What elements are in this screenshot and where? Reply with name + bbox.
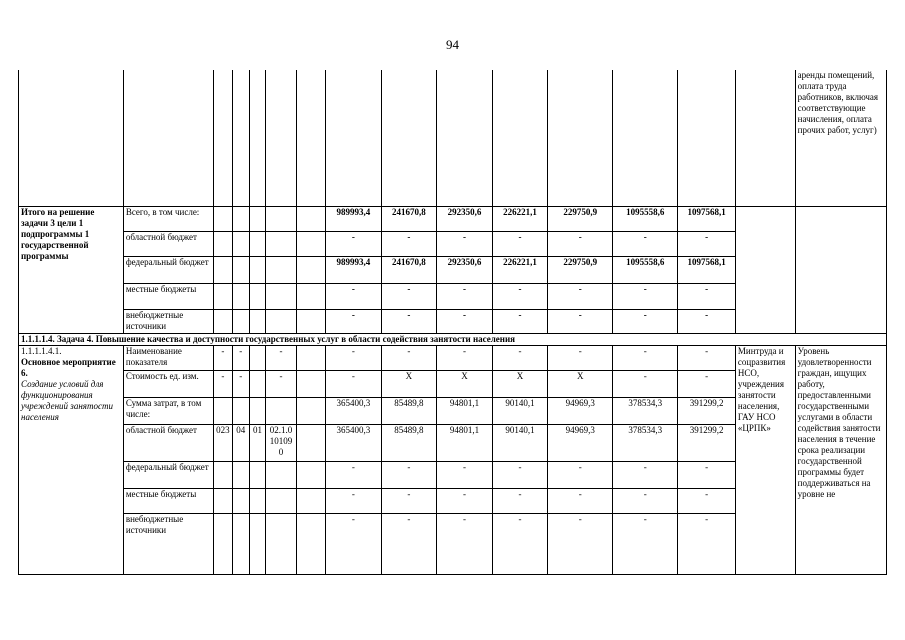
activity-code: 1.1.1.1.4.1. [21, 346, 62, 356]
empty-cell [249, 70, 266, 207]
value-cell: - [381, 489, 437, 514]
value-cell: 378534,3 [613, 398, 678, 425]
value-cell: - [492, 232, 548, 257]
code-cell [296, 310, 325, 334]
code-csr: - [266, 371, 296, 398]
code-cell [232, 257, 249, 284]
value-cell: - [326, 489, 382, 514]
value-cell: - [678, 514, 736, 575]
row-label: Сумма затрат, в том числе: [123, 398, 213, 425]
code-cell [266, 284, 296, 310]
value-cell: 989993,4 [326, 257, 382, 284]
value-cell: - [492, 310, 548, 334]
value-cell: - [437, 346, 493, 371]
value-cell: 1095558,6 [613, 207, 678, 232]
value-cell: 90140,1 [492, 398, 548, 425]
empty-cell [735, 70, 795, 207]
value-cell: - [381, 310, 437, 334]
code-rz [232, 462, 249, 489]
activity-title-cell [19, 346, 124, 575]
value-cell: - [326, 371, 382, 398]
value-cell: - [548, 462, 613, 489]
total-row [19, 207, 887, 232]
row-label: федеральный бюджет [123, 462, 213, 489]
value-cell: 1097568,1 [678, 207, 736, 232]
empty-cell [381, 70, 437, 207]
value-cell: - [613, 514, 678, 575]
code-cell [232, 232, 249, 257]
row-label: Всего, в том числе: [123, 207, 213, 232]
code-rz [232, 514, 249, 575]
value-cell: - [381, 284, 437, 310]
empty-cell [548, 70, 613, 207]
code-cell [249, 232, 266, 257]
value-cell: - [678, 284, 736, 310]
code-pr [249, 489, 266, 514]
value-cell: - [437, 310, 493, 334]
empty-cell [613, 70, 678, 207]
value-cell: - [613, 346, 678, 371]
code-pr [249, 371, 266, 398]
value-cell: - [613, 310, 678, 334]
code-cell [266, 257, 296, 284]
code-grbs [213, 462, 232, 489]
code-cell [213, 257, 232, 284]
result-cell [795, 207, 886, 334]
code-vr [296, 371, 325, 398]
code-cell [296, 284, 325, 310]
value-cell: - [548, 232, 613, 257]
code-cell [249, 310, 266, 334]
continuation-row [19, 70, 887, 207]
code-pr [249, 346, 266, 371]
value-cell: 292350,6 [437, 257, 493, 284]
code-grbs [213, 514, 232, 575]
activity-title: Основное мероприятие 6. [21, 357, 116, 378]
value-cell: - [326, 514, 382, 575]
code-grbs [213, 398, 232, 425]
value-cell: 94801,1 [437, 425, 493, 462]
value-cell: - [492, 346, 548, 371]
value-cell: 241670,8 [381, 207, 437, 232]
code-cell [296, 257, 325, 284]
empty-cell [266, 70, 296, 207]
row-label: Наименование показателя [123, 346, 213, 371]
value-cell: - [381, 462, 437, 489]
value-cell: 85489,8 [381, 398, 437, 425]
task-header: 1.1.1.1.4. Задача 4. Повышение качества и доступности государственных услуг в области содействия занятости населения [19, 334, 887, 346]
code-vr [296, 398, 325, 425]
value-cell: - [613, 232, 678, 257]
value-cell: - [613, 371, 678, 398]
value-cell: 85489,8 [381, 425, 437, 462]
code-cell [232, 284, 249, 310]
value-cell: - [437, 284, 493, 310]
executor-cell [735, 207, 795, 334]
empty-cell [123, 70, 213, 207]
code-pr [249, 398, 266, 425]
value-cell: - [678, 346, 736, 371]
code-vr [296, 462, 325, 489]
value-cell: 226221,1 [492, 257, 548, 284]
value-cell: - [548, 284, 613, 310]
value-cell: - [437, 489, 493, 514]
value-cell: - [492, 489, 548, 514]
code-grbs [213, 489, 232, 514]
row-label: федеральный бюджет [123, 257, 213, 284]
code-pr: 01 [249, 425, 266, 462]
value-cell: 1097568,1 [678, 257, 736, 284]
code-cell [266, 232, 296, 257]
value-cell: 94969,3 [548, 398, 613, 425]
empty-cell [19, 70, 124, 207]
empty-cell [232, 70, 249, 207]
empty-cell [213, 70, 232, 207]
code-grbs: 023 [213, 425, 232, 462]
empty-cell [296, 70, 325, 207]
code-pr [249, 514, 266, 575]
value-cell: - [678, 371, 736, 398]
code-vr [296, 489, 325, 514]
value-cell: 229750,9 [548, 207, 613, 232]
code-csr [266, 462, 296, 489]
value-cell: - [613, 462, 678, 489]
value-cell: - [381, 232, 437, 257]
value-cell: 378534,3 [613, 425, 678, 462]
code-rz: - [232, 346, 249, 371]
note-cell: аренды помещений, оплата труда работников, включая соответствующие начисления, оплата прочих работ, услуг) [795, 70, 886, 207]
value-cell: - [613, 284, 678, 310]
value-cell: 241670,8 [381, 257, 437, 284]
value-cell: - [678, 232, 736, 257]
value-cell: - [326, 284, 382, 310]
value-cell: 292350,6 [437, 207, 493, 232]
code-cell [249, 207, 266, 232]
code-cell [296, 232, 325, 257]
value-cell: - [548, 514, 613, 575]
code-cell [296, 207, 325, 232]
value-cell: - [548, 489, 613, 514]
code-cell [213, 232, 232, 257]
code-csr [266, 514, 296, 575]
value-cell: 391299,2 [678, 425, 736, 462]
task-header-row [19, 334, 887, 346]
value-cell: - [437, 232, 493, 257]
value-cell: 1095558,6 [613, 257, 678, 284]
row-label: областной бюджет [123, 425, 213, 462]
code-cell [249, 284, 266, 310]
value-cell: 365400,3 [326, 425, 382, 462]
executor-cell: Минтруда и соцразвития НСО, учреждения занятости населения, ГАУ НСО «ЦРПК» [735, 346, 795, 575]
value-cell: - [613, 489, 678, 514]
empty-cell [437, 70, 493, 207]
program-table [18, 70, 887, 575]
value-cell: 989993,4 [326, 207, 382, 232]
row-label: местные бюджеты [123, 284, 213, 310]
value-cell: 365400,3 [326, 398, 382, 425]
value-cell: - [678, 489, 736, 514]
value-cell: - [492, 284, 548, 310]
code-vr [296, 346, 325, 371]
empty-cell [492, 70, 548, 207]
code-cell [266, 310, 296, 334]
result-cell: Уровень удовлетворенности граждан, ищущих работу, предоставленными государственными услугами в области содействия занятости населения в течение срока реализации государственной программы будет поддерживаться на уровне не [795, 346, 886, 575]
code-rz [232, 398, 249, 425]
code-rz: - [232, 371, 249, 398]
code-grbs: - [213, 371, 232, 398]
code-rz: 04 [232, 425, 249, 462]
total-title: Итого на решение задачи 3 цели 1 подпрограммы 1 государственной программы [19, 207, 124, 334]
value-cell: 226221,1 [492, 207, 548, 232]
code-csr [266, 398, 296, 425]
row-label: внебюджетные источники [123, 514, 213, 575]
value-cell: X [548, 371, 613, 398]
code-csr [266, 489, 296, 514]
value-cell: - [678, 462, 736, 489]
value-cell: 90140,1 [492, 425, 548, 462]
row-label: местные бюджеты [123, 489, 213, 514]
value-cell: X [492, 371, 548, 398]
activity-row [19, 346, 887, 371]
code-cell [232, 207, 249, 232]
code-pr [249, 462, 266, 489]
value-cell: - [326, 346, 382, 371]
value-cell: 229750,9 [548, 257, 613, 284]
value-cell: - [548, 346, 613, 371]
row-label: областной бюджет [123, 232, 213, 257]
value-cell: 94801,1 [437, 398, 493, 425]
code-cell [213, 207, 232, 232]
value-cell: - [381, 514, 437, 575]
code-vr [296, 425, 325, 462]
value-cell: - [437, 462, 493, 489]
code-csr: - [266, 346, 296, 371]
code-csr: 02.1.0101090 [266, 425, 296, 462]
value-cell: - [492, 514, 548, 575]
value-cell: X [381, 371, 437, 398]
value-cell: - [548, 310, 613, 334]
value-cell: - [437, 514, 493, 575]
value-cell: - [326, 232, 382, 257]
empty-cell [326, 70, 382, 207]
value-cell: - [326, 310, 382, 334]
row-label: Стоимость ед. изм. [123, 371, 213, 398]
value-cell: - [326, 462, 382, 489]
row-label: внебюджетные источники [123, 310, 213, 334]
value-cell: - [381, 346, 437, 371]
code-cell [232, 310, 249, 334]
value-cell: 94969,3 [548, 425, 613, 462]
code-cell [249, 257, 266, 284]
code-cell [213, 310, 232, 334]
empty-cell [678, 70, 736, 207]
activity-subtitle: Создание условий для функционирования учреждений занятости населения [21, 379, 113, 422]
page-number: 94 [446, 37, 459, 52]
code-cell [266, 207, 296, 232]
value-cell: - [678, 310, 736, 334]
code-vr [296, 514, 325, 575]
code-cell [213, 284, 232, 310]
value-cell: 391299,2 [678, 398, 736, 425]
code-rz [232, 489, 249, 514]
code-grbs: - [213, 346, 232, 371]
value-cell: - [492, 462, 548, 489]
value-cell: X [437, 371, 493, 398]
